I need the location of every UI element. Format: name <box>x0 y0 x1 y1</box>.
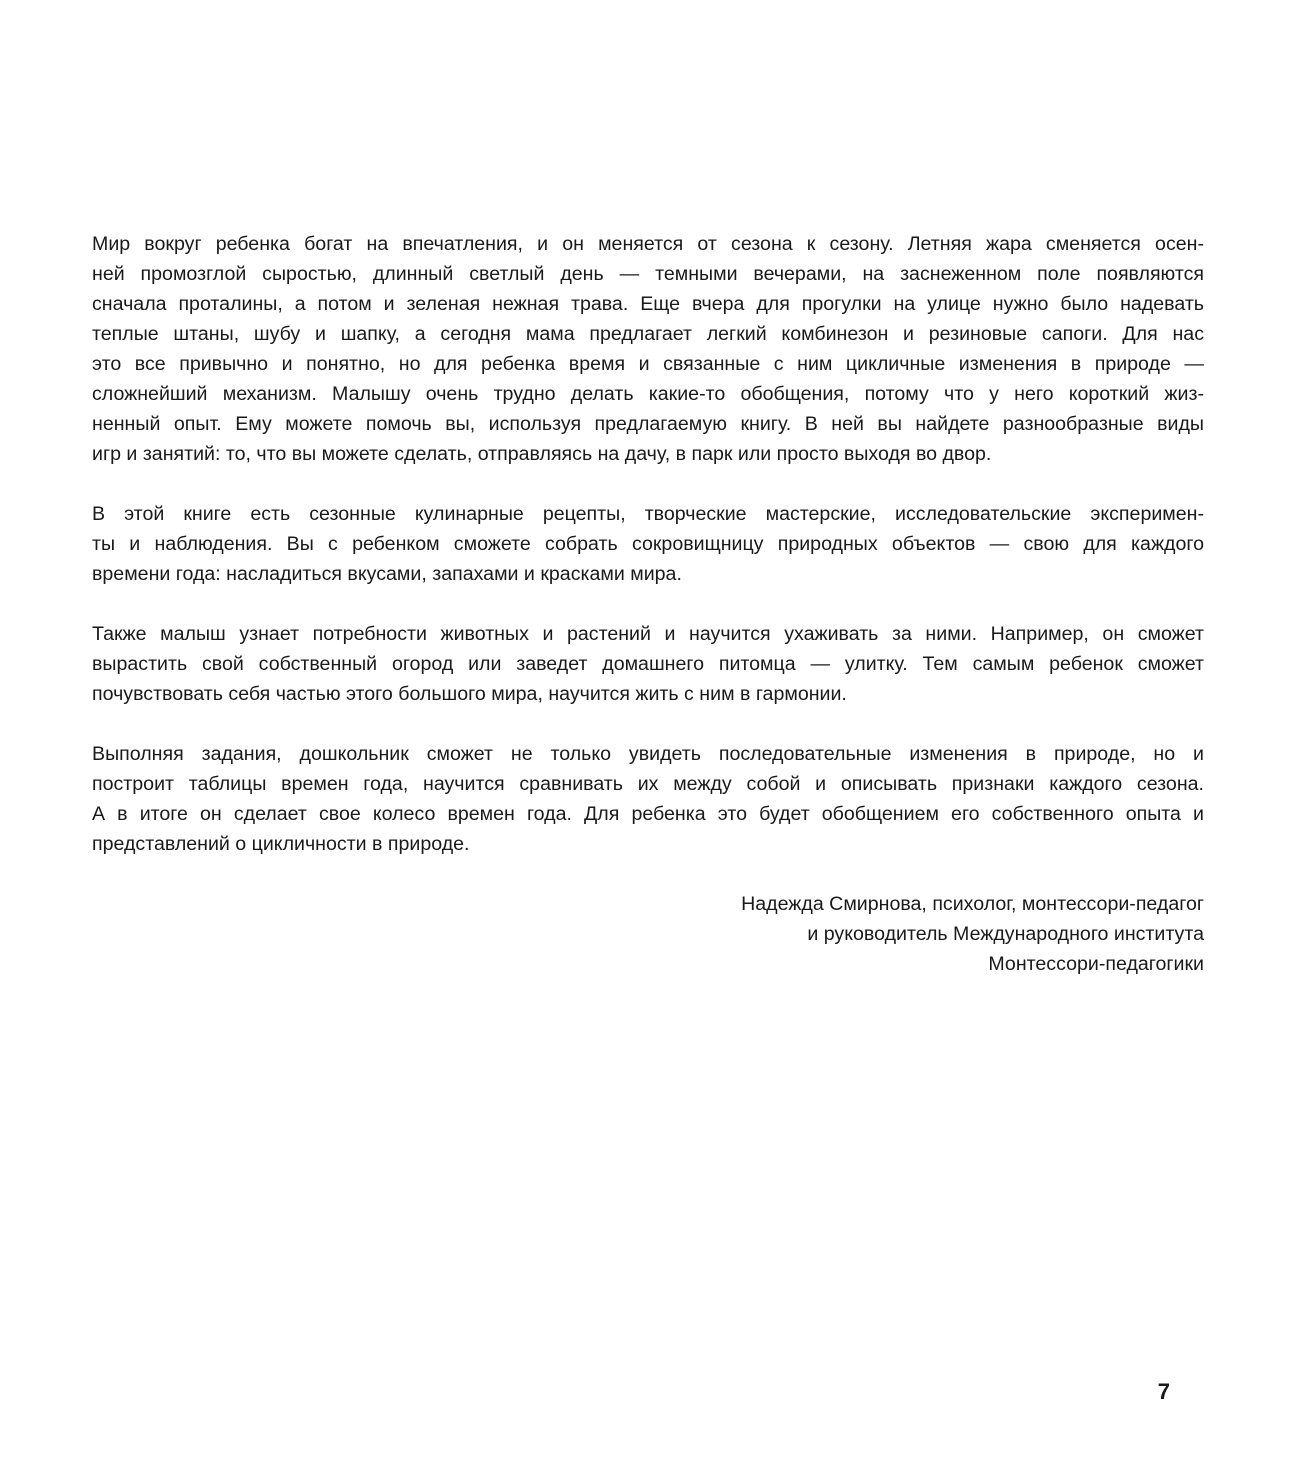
text-line: сначала проталины, а потом и зеленая нежная трава. Еще вчера для прогулки на улице нужно было надевать <box>92 293 1204 315</box>
text-line: Выполняя задания, дошкольник сможет не только увидеть последовательные изменения в природе, но и <box>92 743 1204 765</box>
text-line: В этой книге есть сезонные кулинарные рецепты, творческие мастерские, исследовательские эксперимен- <box>92 503 1204 525</box>
text-line: ты и наблюдения. Вы с ребенком сможете собрать сокровищницу природных объектов — свою для каждого <box>92 533 1204 555</box>
text-line: Также малыш узнает потребности животных и растений и научится ухаживать за ними. Например, он сможет <box>92 623 1204 645</box>
text-line: времени года: насладиться вкусами, запахами и красками мира. <box>92 563 682 585</box>
paragraph-tasks <box>92 739 1204 859</box>
text-line: сложнейший механизм. Малышу очень трудно делать какие-то обобщения, потому что у него короткий жиз- <box>92 383 1204 405</box>
text-line: представлений о цикличности в природе. <box>92 833 470 855</box>
signature-line: и руководитель Международного института <box>807 923 1204 945</box>
paragraph-intro <box>92 229 1204 469</box>
text-line: почувствовать себя частью этого большого мира, научится жить с ним в гармонии. <box>92 683 847 705</box>
text-line: построит таблицы времен года, научится сравнивать их между собой и описывать признаки каждого сезона. <box>92 773 1204 795</box>
text-line: Мир вокруг ребенка богат на впечатления, и он меняется от сезона к сезону. Летняя жара сменяется осен- <box>92 233 1204 255</box>
author-signature <box>600 889 1204 979</box>
paragraph-animals <box>92 619 1204 709</box>
text-line: это все привычно и понятно, но для ребенка время и связанные с ним цикличные изменения в природе — <box>92 353 1204 375</box>
text-line: ней промозглой сыростью, длинный светлый день — темными вечерами, на заснеженном поле появляются <box>92 263 1204 285</box>
paragraph-recipes <box>92 499 1204 589</box>
text-line: игр и занятий: то, что вы можете сделать, отправляясь на дачу, в парк или просто выходя во двор. <box>92 443 992 465</box>
signature-line: Надежда Смирнова, психолог, монтессори-педагог <box>741 893 1204 915</box>
page-number: 7 <box>1157 1379 1170 1404</box>
text-line: ненный опыт. Ему можете помочь вы, используя предлагаемую книгу. В ней вы найдете разнообразные виды <box>92 413 1204 435</box>
text-line: теплые штаны, шубу и шапку, а сегодня мама предлагает легкий комбинезон и резиновые сапоги. Для нас <box>92 323 1204 345</box>
text-line: вырастить свой собственный огород или заведет домашнего питомца — улитку. Тем самым ребенок сможет <box>92 653 1204 675</box>
text-line: А в итоге он сделает свое колесо времен года. Для ребенка это будет обобщением его собственного опыта и <box>92 803 1204 825</box>
signature-line: Монтессори-педагогики <box>988 953 1204 975</box>
